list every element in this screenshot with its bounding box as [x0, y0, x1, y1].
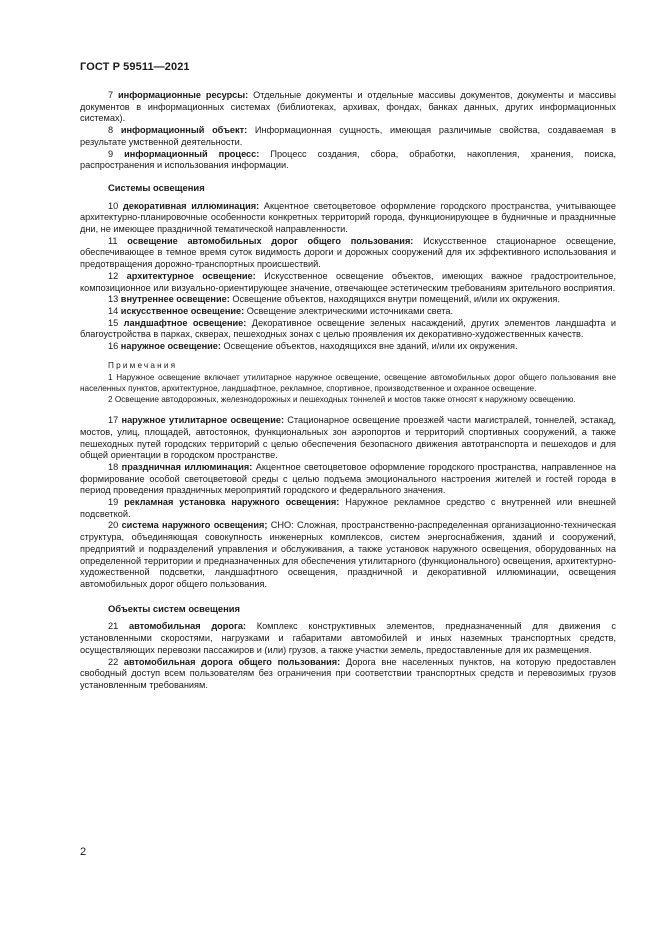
term-entry-9: 9 информационный процесс: Процесс создания, сбора, обработки, накопления, хранения, поиска, распространения и использования информации. — [80, 148, 616, 171]
term-entry-11: 11 освещение автомобильных дорог общего пользования: Искусственное стационарное освещение, обеспечивающее в темное время суток видимость дороги и дорожных сооружений для их эффективного использования и предотвращения дорожно-транспортных происшествий. — [80, 235, 616, 270]
entries-top — [80, 90, 616, 172]
term-entry-12: 12 архитектурное освещение: Искусственное освещение объектов, имеющих важное градостроительное, композиционное или визуально-ориентирующее значение, отвечающее эстетическим требованиям зрительного восприятия. — [80, 270, 617, 293]
standard-header: ГОСТ Р 59511—2021 — [80, 61, 190, 73]
section-title-lighting-objects: Объекты систем освещения — [108, 602, 241, 614]
term-entry-20: 20 система наружного освещения; СНО: Сложная, пространственно-распределенная организационно-техническая структура, объединяющая совокупность инженерных комплексов, систем энергоснабжения, зданий и сооружений, предприятий и подразделений управления и обслуживания, а также установок наружного освещения, оборудованных на определенной территории и предназначенных для обеспечения утилитарного (функционального) освещения, архитектурно-художественной подсветки, ландшафтного освещения, праздничной и декоративной иллюминации, освещения автомобильных дорог общего пользования. — [80, 520, 617, 589]
term-entry-10: 10 декоративная иллюминация: Акцентное светоцветовое оформление городского пространства, учитывающее архитектурно-планировочные особенности конкретных территорий города, функционирующее в будничные и праздничные дни, не имеющее праздничной тематической направленности. — [80, 200, 616, 235]
document-body — [80, 90, 616, 692]
entries-lighting-2 — [80, 415, 616, 591]
section-title-lighting-systems: Системы освещения — [108, 181, 205, 193]
notes-block — [80, 361, 616, 405]
term-entry-7: 7 информационные ресурсы: Отдельные документы и отдельные массивы документов, документы и массивы документов в информационных системах (библиотеках, архивах, фондах, банках данных, других информационных системах). — [80, 90, 616, 124]
term-entry-18: 18 праздничная иллюминация: Акцентное светоцветовое оформление городского пространства, направленное на формирование особой светоцветовой среды с целью подъема эмоционального настроения жителей и гостей города в период проведения праздничных мероприятий городского и федерального значения. — [80, 461, 616, 496]
note-item-2: 2 Освещение автодорожных, железнодорожных и пешеходных тоннелей и мостов также относят к наружному освещению. — [108, 394, 576, 404]
term-entry-19: 19 рекламная установка наружного освещения: Наружное рекламное средство с внутренней или внешней подсветкой. — [80, 497, 616, 519]
term-entry-15: 15 ландшафтное освещение: Декоративное освещение зеленых насаждений, других элементов ландшафта и благоустройства в парках, скверах, пешеходных зонах с целью проявления их декоративно-художественных качеств. — [80, 317, 616, 340]
term-entry-17: 17 наружное утилитарное освещение: Стационарное освещение проезжей части магистралей, тоннелей, эстакад, мостов, улиц, площадей, автостоянок, функциональных зон аэропортов и территорий спортивных сооружений, а также пешеходных путей городских территорий с целью обеспечения безопасного движения автотранспорта и пешеходов и для общей ориентации в городском пространстве. — [80, 415, 616, 461]
term-entry-13: 13 внутреннее освещение: Освещение объектов, находящихся внутри помещений, и/или их окружения. — [108, 294, 560, 305]
term-entry-16: 16 наружное освещение: Освещение объектов, находящихся вне зданий, и/или их окружения. — [108, 341, 518, 352]
notes-title: Примечания — [108, 360, 178, 370]
term-entry-21: 21 автомобильная дорога: Комплекс конструктивных элементов, предназначенный для движения с установленными скоростями, нагрузками и габаритами автомобилей и иных наземных транспортных средств, осуществляющих перевозки пассажиров и (или) грузов, а также участки земель, предоставленные для их размещения. — [80, 621, 616, 655]
term-entry-14: 14 искусственное освещение: Освещение электрическими источниками света. — [108, 305, 454, 316]
entries-lighting — [80, 201, 616, 353]
term-entry-8: 8 информационный объект: Информационная сущность, имеющая различимые свойства, создаваемая в результате умственной деятельности. — [80, 125, 616, 147]
note-item-1: 1 Наружное освещение включает утилитарное наружное освещение, освещение автомобильных дорог общего пользования вне населенных пунктов, архитектурное, ландшафтное, рекламное, спортивное, производственное и охранное освещение. — [80, 373, 616, 393]
page-number: 2 — [80, 846, 87, 858]
entries-objects — [80, 621, 616, 691]
term-entry-22: 22 автомобильная дорога общего пользования: Дорога вне населенных пунктов, на которую предоставлен свободный доступ всем пользователям без ограничения при соответствии транспортных средств и перевозимых грузов установленным требованиям. — [80, 656, 617, 690]
